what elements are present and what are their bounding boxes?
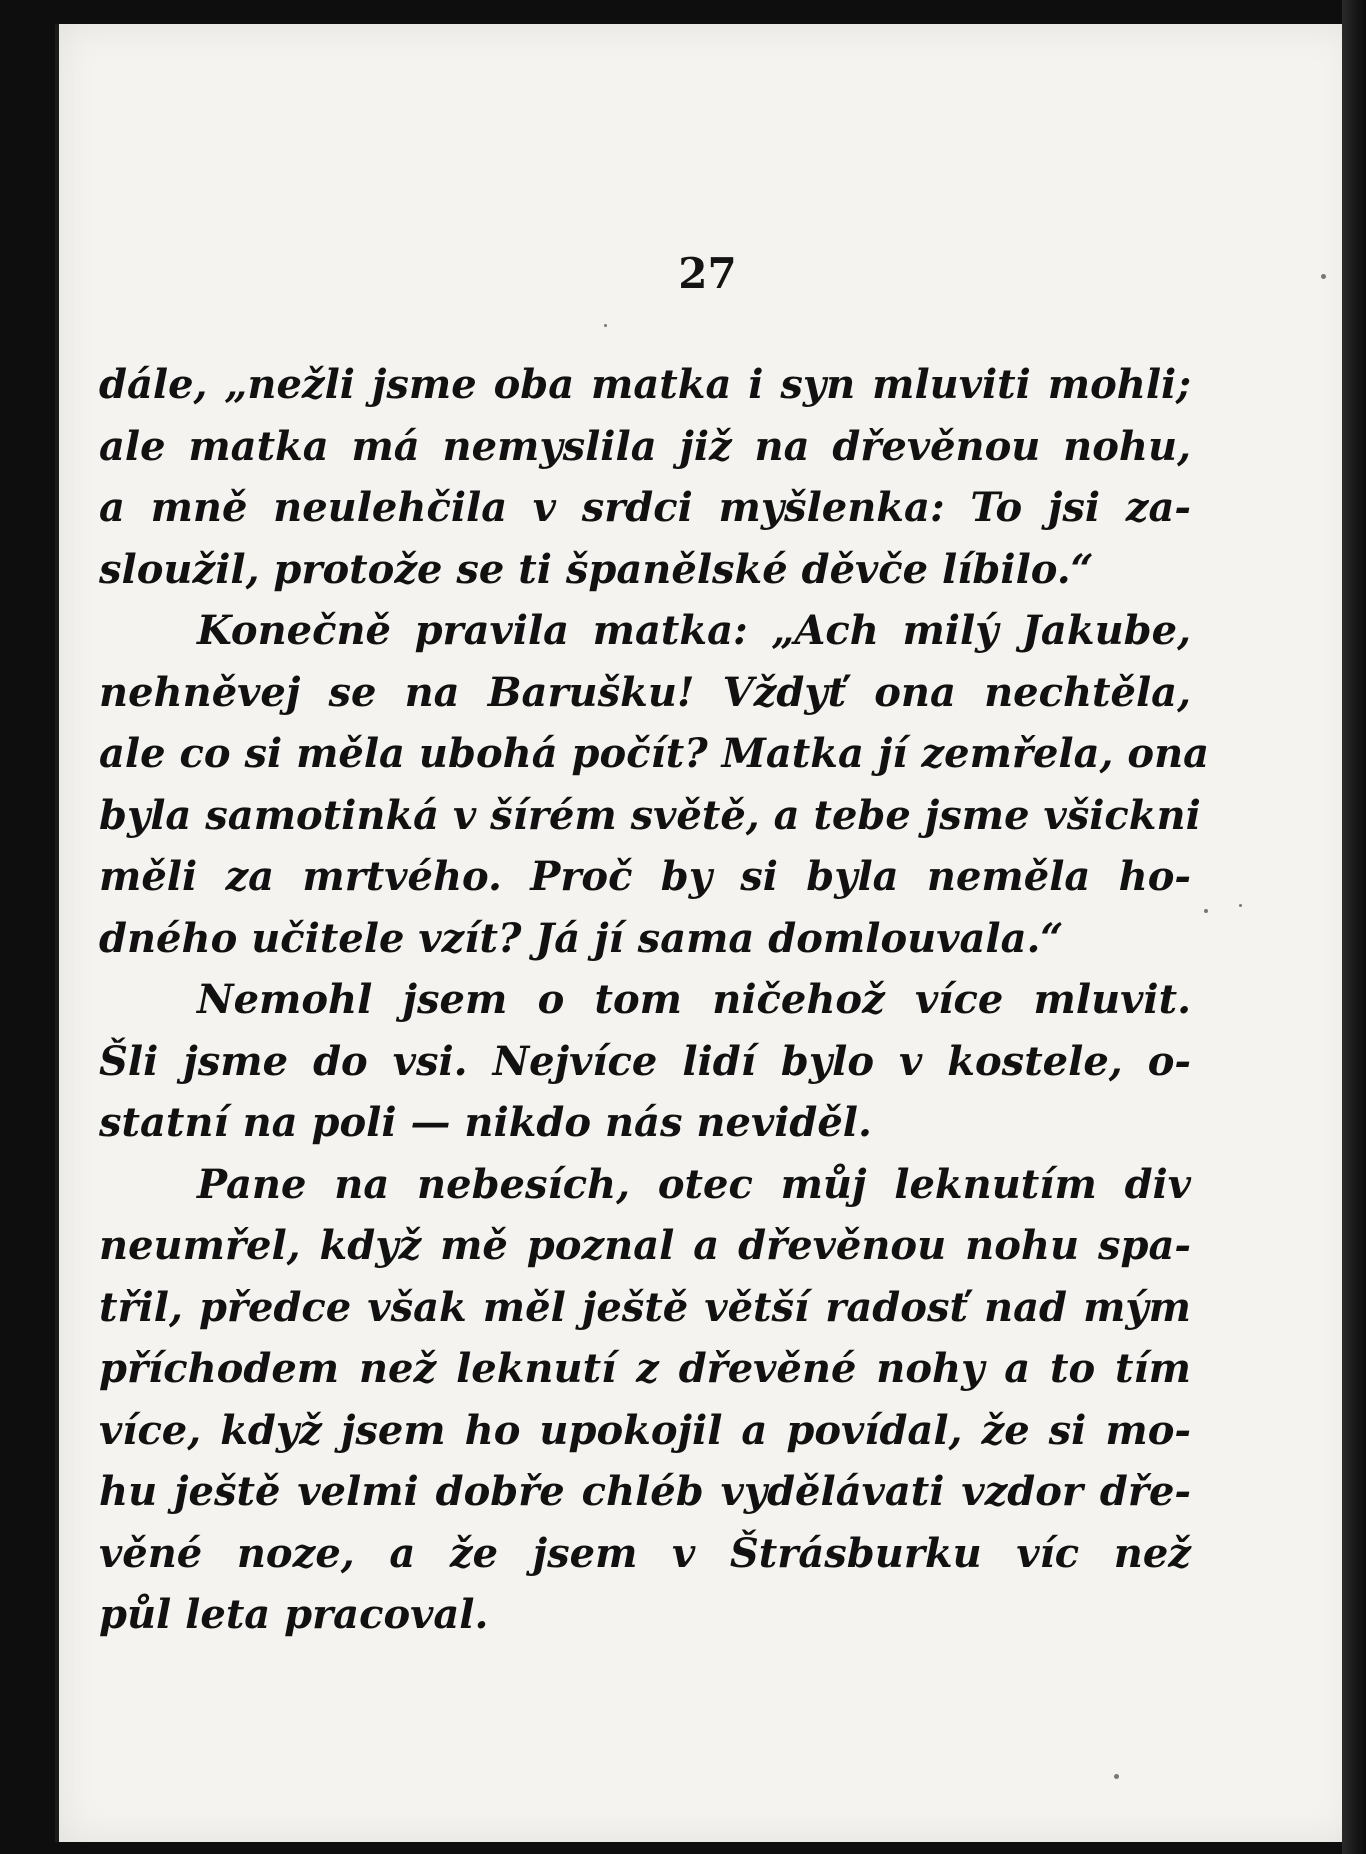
- text-line: ale co si měla ubohá počít? Matka jí zemřela, ona: [99, 730, 1210, 777]
- text-line: ale matka má nemyslila již na dřevěnou nohu,: [99, 422, 1191, 470]
- page-edge-shadow: [1342, 0, 1366, 1854]
- book-page: [55, 24, 1356, 1842]
- text-line: půl leta pracoval.: [99, 1591, 489, 1638]
- text-line: byla samotinká v šírém světě, a tebe jsme všickni: [99, 791, 1201, 839]
- text-line: sloužil, protože se ti španělské děvče líbilo.“: [99, 545, 1094, 593]
- text-line: příchodem než leknutí z dřevěné nohy a to tím: [99, 1345, 1191, 1392]
- text-line: Šli jsme do vsi. Nejvíce lidí bylo v kostele, o-: [99, 1037, 1191, 1085]
- text-line: věné noze, a že jsem v Štrásburku víc než: [99, 1529, 1191, 1577]
- text-line: statní na poli — nikdo nás neviděl.: [99, 1099, 872, 1146]
- text-line: neumřel, když mě poznal a dřevěnou nohu spa-: [99, 1222, 1191, 1269]
- dust-speck: [1321, 274, 1326, 279]
- text-line: měli za mrtvého. Proč by si byla neměla ho-: [99, 853, 1191, 900]
- text-line: Konečně pravila matka: „Ach milý Jakube,: [197, 607, 1191, 654]
- text-line: více, když jsem ho upokojil a povídal, že si mo-: [99, 1406, 1191, 1454]
- text-line: Nemohl jsem o tom ničehož více mluvit.: [197, 976, 1191, 1023]
- text-line: dného učitele vzít? Já jí sama domlouvala.“: [99, 914, 1064, 962]
- dust-speck: [1239, 904, 1242, 907]
- dust-speck: [1204, 909, 1208, 913]
- page-number: 27: [678, 249, 737, 298]
- text-line: a mně neulehčila v srdci myšlenka: To jsi za-: [99, 484, 1191, 531]
- body-text: [99, 354, 1210, 1646]
- text-line: dále, „nežli jsme oba matka i syn mluviti mohli;: [99, 361, 1191, 408]
- text-line: hu ještě velmi dobře chléb vydělávati vzdor dře-: [99, 1468, 1191, 1515]
- text-line: Pane na nebesích, otec můj leknutím div: [197, 1160, 1191, 1208]
- text-line: nehněvej se na Barušku! Vždyť ona nechtěla,: [99, 668, 1191, 716]
- text-line: třil, předce však měl ještě větší radosť nad mým: [99, 1283, 1191, 1331]
- dust-speck: [604, 324, 607, 327]
- dust-speck: [1114, 1774, 1119, 1779]
